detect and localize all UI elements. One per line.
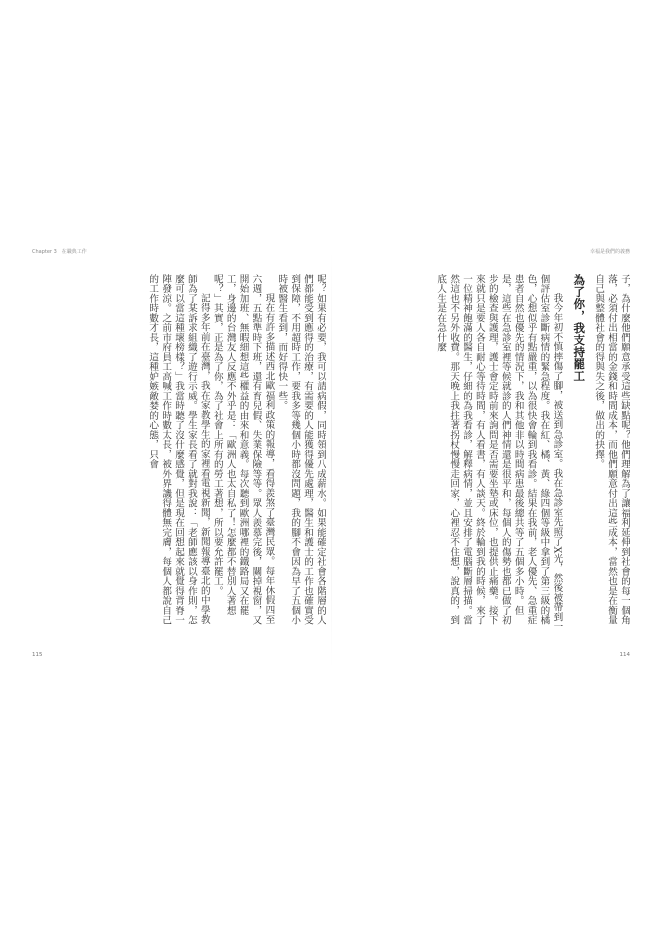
section-heading: 為了你，我支持罷工 bbox=[572, 274, 587, 382]
right-page-body-text bbox=[336, 274, 630, 634]
left-paragraph-1: 呢？如果有必要，我可以請病假，同時領到八成薪水。如果能確定社會各階層的人們都能受到應得的治療，有需要的人能獲得優先處理，醫生和護士的工作也確實受到保障，不用超時工作，要我多等幾個小時都沒問題，我的腳不會因為早了五個小時被醫生看到，而好得快一些。 bbox=[276, 274, 326, 625]
right-page bbox=[332, 248, 636, 676]
running-head-chapter: Chapter 3 在職典工作 bbox=[32, 249, 87, 255]
left-page-body-text bbox=[30, 274, 326, 634]
right-paragraph-2: 我今年初不慎摔傷了腳，被送到急診室。我在急診室先照了X光，然後被帶到一個評估室診斷病情的緊急程度。我在紅、橘、黃、綠四個等級中拿到了第三級的橘色，心想似乎有點嚴重，以為很快會輪到我看診。結果在我前，老人優先、急重症患者自然也優先的情況下，我和其他非以時間病患最後總共等了五個多小時。但是，這些在急診室裡等候就診的人們神情還是很平和，每個人的傷勢也都已做了初步的檢查與護理，護士會定時前來詢問是否需要坐墊或床位，也提供止痛藥。接下來就只是要人各自耐心等待時間，有人看書，有人談天。終於輪到我的時候，來了一位精神飽滿的醫生，仔細的為我看診，解釋病情，並且安排了電腦斷層掃描。當然這也不另外收費。那天晚上我拄著拐杖慢慢走回家，心裡忍不住想，說真的，到底人生是在急什麼 bbox=[435, 274, 563, 632]
right-paragraph-1: 子，為什麼他們願意承受這些缺點呢？他們理解為了讓福利延伸到社會的每一個角落，必須付出相當的金錢和時間成本，而他們願意付出這些成本，當然也是在衡量自己與整體社會的得與失之後，做出的抉擇。 bbox=[593, 274, 630, 625]
left-page bbox=[28, 248, 330, 676]
running-head-title: 幸福是我們的義務 bbox=[589, 249, 630, 255]
left-paragraph-3: 記得多年前在臺灣，我在家教學生的家裡看電視新聞，新聞報導臺北的中學教師為了某訴求組織了遊行示威。學生家長看了就對我說：「老師應該以身作則，怎麼可以當這種壞榜樣？」我當時聽了沒什麼感覺，但是現在回想起來就覺得背脊一陣發涼。之前市府員工高喊工作時數太長，被外界譏得體無完膚，每個人都說自己的工作時數才長，這種妒嫉敵婪的心態，只會 bbox=[147, 274, 210, 625]
page-number-right: 114 bbox=[619, 652, 630, 658]
page-number-left: 115 bbox=[32, 652, 43, 658]
left-paragraph-2: 現在有許多描述西北歐福利政策的報導，看得羨煞了臺灣民眾。每年休假四至六週，五點準時下班，還有育兒假、失業保險等等。眾人羨慕完後，關掉視窗，又開始加班、無暇細想這些權益的由來和意義。每次聽到歐洲哪裡的鐵路局又在罷工，身邊的台灣友人反應不外乎是：「歐洲人也太自私了！怎麼都不替別人著想呢？」其實，正是為了你，為了社會上所有的勞工著想，所以要允許罷工。 bbox=[211, 274, 275, 625]
